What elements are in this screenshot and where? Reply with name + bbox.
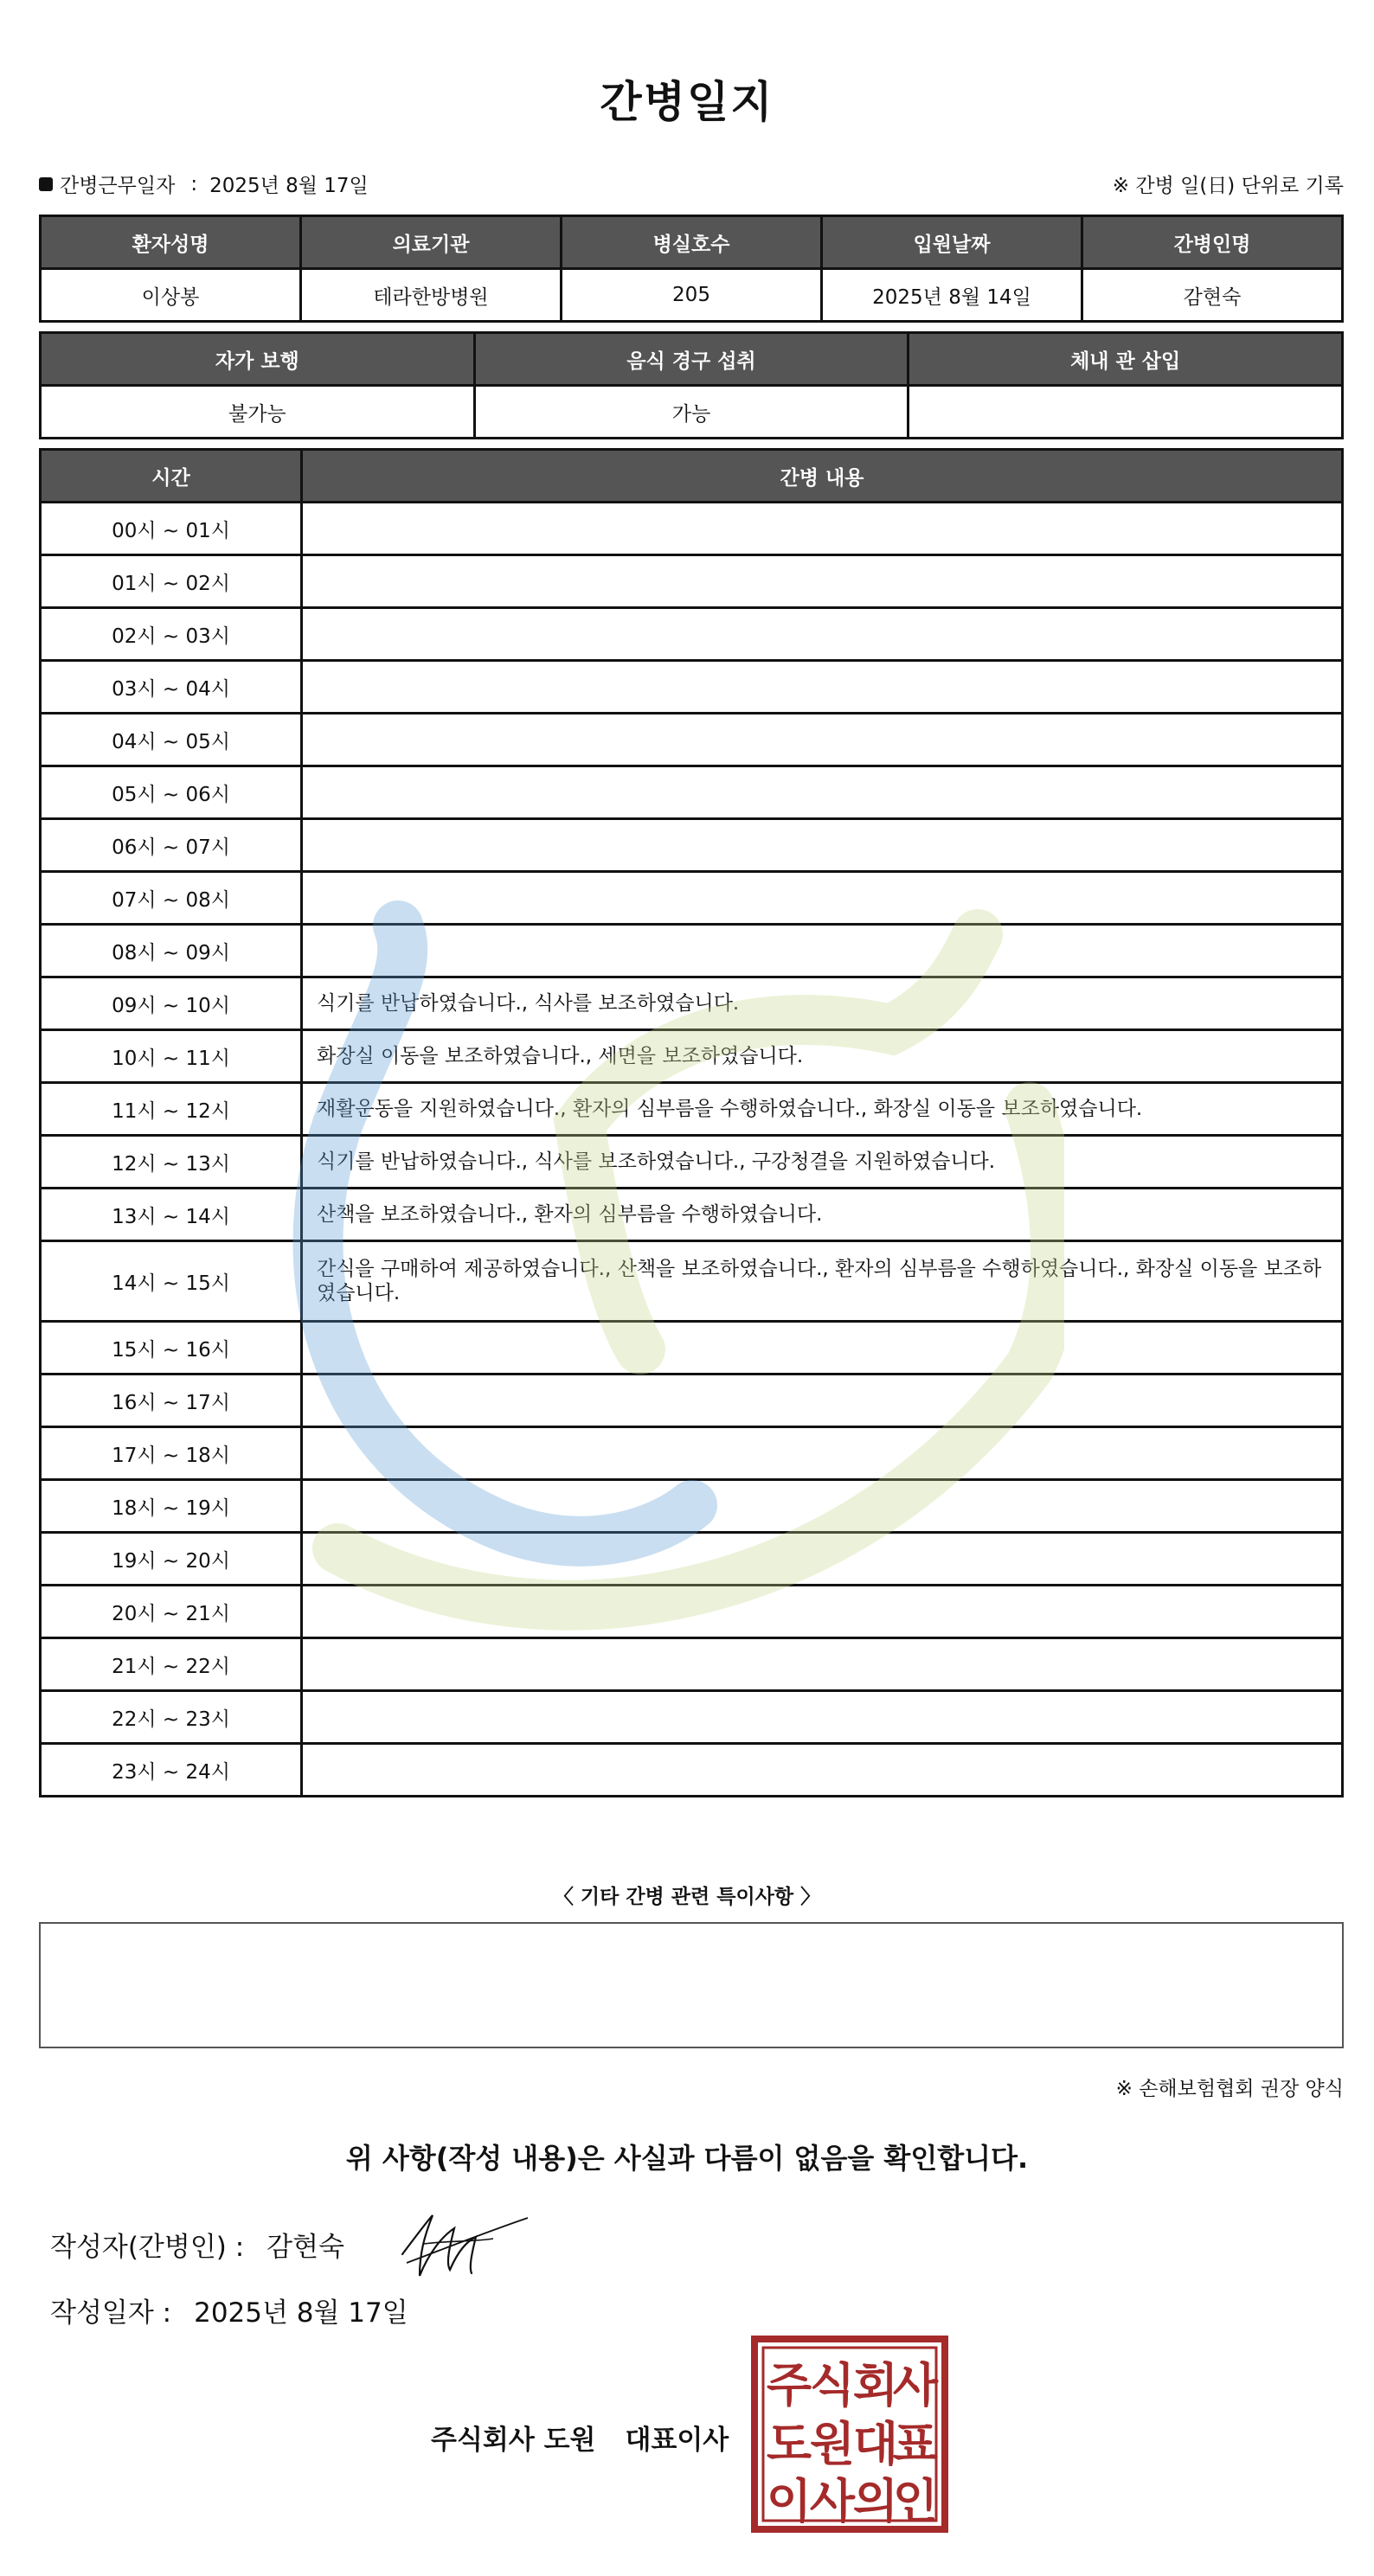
care-log-row — [41, 925, 1343, 977]
company-name: 주식회사 도원 — [431, 2425, 596, 2456]
care-log-row — [41, 1427, 1343, 1480]
care-log-time: 10시 ~ 11시 — [41, 1030, 302, 1083]
header-room-number: 병실호수 — [562, 216, 822, 269]
care-log-time: 16시 ~ 17시 — [41, 1375, 302, 1427]
representative-title: 대표이사 — [625, 2425, 729, 2456]
work-date-separator: : — [190, 172, 198, 195]
care-log-row — [41, 1480, 1343, 1533]
work-date-value: 2025년 8월 17일 — [209, 175, 369, 197]
care-log-time: 11시 ~ 12시 — [41, 1083, 302, 1136]
svg-text:이: 이 — [766, 2474, 812, 2528]
header-self-walking: 자가 보행 — [41, 333, 475, 386]
company-seal-stamp — [749, 2334, 950, 2534]
care-log-time: 01시 ~ 02시 — [41, 555, 302, 608]
patient-status-header-row — [41, 333, 1343, 386]
care-log-content: 재활운동을 지원하였습니다., 환자의 심부름을 수행하였습니다., 화장실 이동을 보조하였습니다. — [302, 1083, 1343, 1136]
care-log-content — [302, 555, 1343, 608]
care-log-content — [302, 819, 1343, 872]
care-log-time: 04시 ~ 05시 — [41, 714, 302, 766]
admission-date: 2025년 8월 14일 — [822, 269, 1082, 322]
institution: 테라한방병원 — [301, 269, 562, 322]
care-log-row — [41, 872, 1343, 925]
care-log-row — [41, 608, 1343, 661]
header-admission-date: 입원날짜 — [822, 216, 1082, 269]
svg-text:원: 원 — [809, 2417, 856, 2471]
svg-text:사: 사 — [809, 2474, 856, 2528]
writer-name: 감현숙 — [266, 2232, 345, 2263]
care-log-body — [41, 503, 1343, 1797]
bullet-square-icon — [39, 177, 53, 191]
care-log-time: 06시 ~ 07시 — [41, 819, 302, 872]
company-signature-line — [431, 2418, 729, 2457]
care-log-content — [302, 1375, 1343, 1427]
header-tube-insertion: 체내 관 삽입 — [909, 333, 1343, 386]
care-log-content — [302, 1322, 1343, 1375]
care-log-time: 08시 ~ 09시 — [41, 925, 302, 977]
care-log-row — [41, 1744, 1343, 1797]
care-log-time: 02시 ~ 03시 — [41, 608, 302, 661]
svg-text:표: 표 — [892, 2417, 939, 2471]
care-log-content — [302, 1586, 1343, 1638]
care-log-content — [302, 714, 1343, 766]
care-log-time: 15시 ~ 16시 — [41, 1322, 302, 1375]
care-log-time: 17시 ~ 18시 — [41, 1427, 302, 1480]
caregiver-name: 감현숙 — [1082, 269, 1343, 322]
care-log-content — [302, 1480, 1343, 1533]
written-date: 2025년 8월 17일 — [194, 2297, 408, 2329]
patient-name: 이상봉 — [41, 269, 301, 322]
self-walking-value: 불가능 — [41, 386, 475, 439]
care-log-table — [39, 448, 1344, 1797]
handwritten-signature — [389, 2202, 536, 2289]
care-log-content: 간식을 구매하여 제공하였습니다., 산책을 보조하였습니다., 환자의 심부름을 수행하였습니다., 화장실 이동을 보조하였습니다. — [302, 1241, 1343, 1322]
svg-text:대: 대 — [852, 2417, 899, 2471]
care-log-row — [41, 1691, 1343, 1744]
care-log-row — [41, 503, 1343, 555]
header-care-content: 간병 내용 — [302, 450, 1343, 503]
care-log-content — [302, 608, 1343, 661]
notes-title: 〈 기타 간병 관련 특이사항 〉 — [553, 1886, 821, 1908]
svg-text:주: 주 — [766, 2358, 812, 2413]
care-log-time: 21시 ~ 22시 — [41, 1638, 302, 1691]
care-log-row — [41, 1136, 1343, 1189]
header-oral-intake: 음식 경구 섭취 — [474, 333, 909, 386]
svg-text:사: 사 — [892, 2358, 939, 2413]
care-log-header-row — [41, 450, 1343, 503]
care-log-row — [41, 661, 1343, 714]
care-log-row — [41, 1638, 1343, 1691]
tube-insertion-value — [909, 386, 1343, 439]
care-log-content — [302, 1638, 1343, 1691]
writer-label: 작성자(간병인) : — [50, 2232, 245, 2263]
care-log-content — [302, 503, 1343, 555]
svg-text:인: 인 — [892, 2474, 939, 2528]
care-log-time: 20시 ~ 21시 — [41, 1586, 302, 1638]
care-log-time: 22시 ~ 23시 — [41, 1691, 302, 1744]
care-log-content: 식기를 반납하였습니다., 식사를 보조하였습니다., 구강청결을 지원하였습니다. — [302, 1136, 1343, 1189]
care-log-row — [41, 1322, 1343, 1375]
work-date-row — [39, 170, 1344, 201]
care-log-time: 12시 ~ 13시 — [41, 1136, 302, 1189]
svg-text:식: 식 — [809, 2358, 856, 2413]
patient-info-value-row — [41, 269, 1343, 322]
care-log-time: 00시 ~ 01시 — [41, 503, 302, 555]
writer-line — [50, 2225, 344, 2264]
svg-text:도: 도 — [766, 2417, 812, 2471]
care-log-row — [41, 1241, 1343, 1322]
care-log-content — [302, 1533, 1343, 1586]
care-log-row — [41, 714, 1343, 766]
header-patient-name: 환자성명 — [41, 216, 301, 269]
care-log-time: 07시 ~ 08시 — [41, 872, 302, 925]
notes-box — [39, 1922, 1344, 2048]
care-log-content — [302, 1744, 1343, 1797]
care-log-content — [302, 1427, 1343, 1480]
care-log-time: 23시 ~ 24시 — [41, 1744, 302, 1797]
care-log-time: 18시 ~ 19시 — [41, 1480, 302, 1533]
care-log-content: 산책을 보조하였습니다., 환자의 심부름을 수행하였습니다. — [302, 1189, 1343, 1241]
svg-text:의: 의 — [852, 2474, 899, 2528]
care-log-time: 14시 ~ 15시 — [41, 1241, 302, 1322]
written-date-line — [50, 2291, 408, 2329]
header-institution: 의료기관 — [301, 216, 562, 269]
care-log-time: 05시 ~ 06시 — [41, 766, 302, 819]
written-date-label: 작성일자 : — [50, 2297, 172, 2329]
care-log-row — [41, 1533, 1343, 1586]
care-log-content — [302, 661, 1343, 714]
care-log-row — [41, 819, 1343, 872]
care-log-row — [41, 977, 1343, 1030]
care-log-content — [302, 766, 1343, 819]
work-date-label: 간병근무일자 — [60, 175, 176, 197]
care-log-time: 09시 ~ 10시 — [41, 977, 302, 1030]
unit-note: ※ 간병 일(日) 단위로 기록 — [1112, 175, 1344, 197]
patient-status-value-row — [41, 386, 1343, 439]
header-time: 시간 — [41, 450, 302, 503]
care-log-row — [41, 1189, 1343, 1241]
room-number: 205 — [562, 269, 822, 322]
confirmation-statement: 위 사항(작성 내용)은 사실과 다름이 없음을 확인합니다. — [345, 2142, 1029, 2175]
patient-info-table — [39, 215, 1344, 323]
header-caregiver-name: 간병인명 — [1082, 216, 1343, 269]
patient-status-table — [39, 331, 1344, 439]
care-log-content — [302, 1691, 1343, 1744]
patient-info-header-row — [41, 216, 1343, 269]
care-log-content: 화장실 이동을 보조하였습니다., 세면을 보조하였습니다. — [302, 1030, 1343, 1083]
care-log-time: 03시 ~ 04시 — [41, 661, 302, 714]
care-log-content — [302, 925, 1343, 977]
care-log-row — [41, 1586, 1343, 1638]
care-log-time: 19시 ~ 20시 — [41, 1533, 302, 1586]
care-log-row — [41, 1030, 1343, 1083]
care-log-time: 13시 ~ 14시 — [41, 1189, 302, 1241]
care-log-row — [41, 1375, 1343, 1427]
care-log-row — [41, 555, 1343, 608]
svg-text:회: 회 — [852, 2358, 899, 2413]
page-title: 간병일지 — [600, 77, 774, 127]
care-log-content — [302, 872, 1343, 925]
care-log-row — [41, 1083, 1343, 1136]
oral-intake-value: 가능 — [474, 386, 909, 439]
care-log-row — [41, 766, 1343, 819]
care-log-content: 식기를 반납하였습니다., 식사를 보조하였습니다. — [302, 977, 1343, 1030]
recommended-form-note: ※ 손해보험협회 권장 양식 — [1115, 2078, 1344, 2100]
